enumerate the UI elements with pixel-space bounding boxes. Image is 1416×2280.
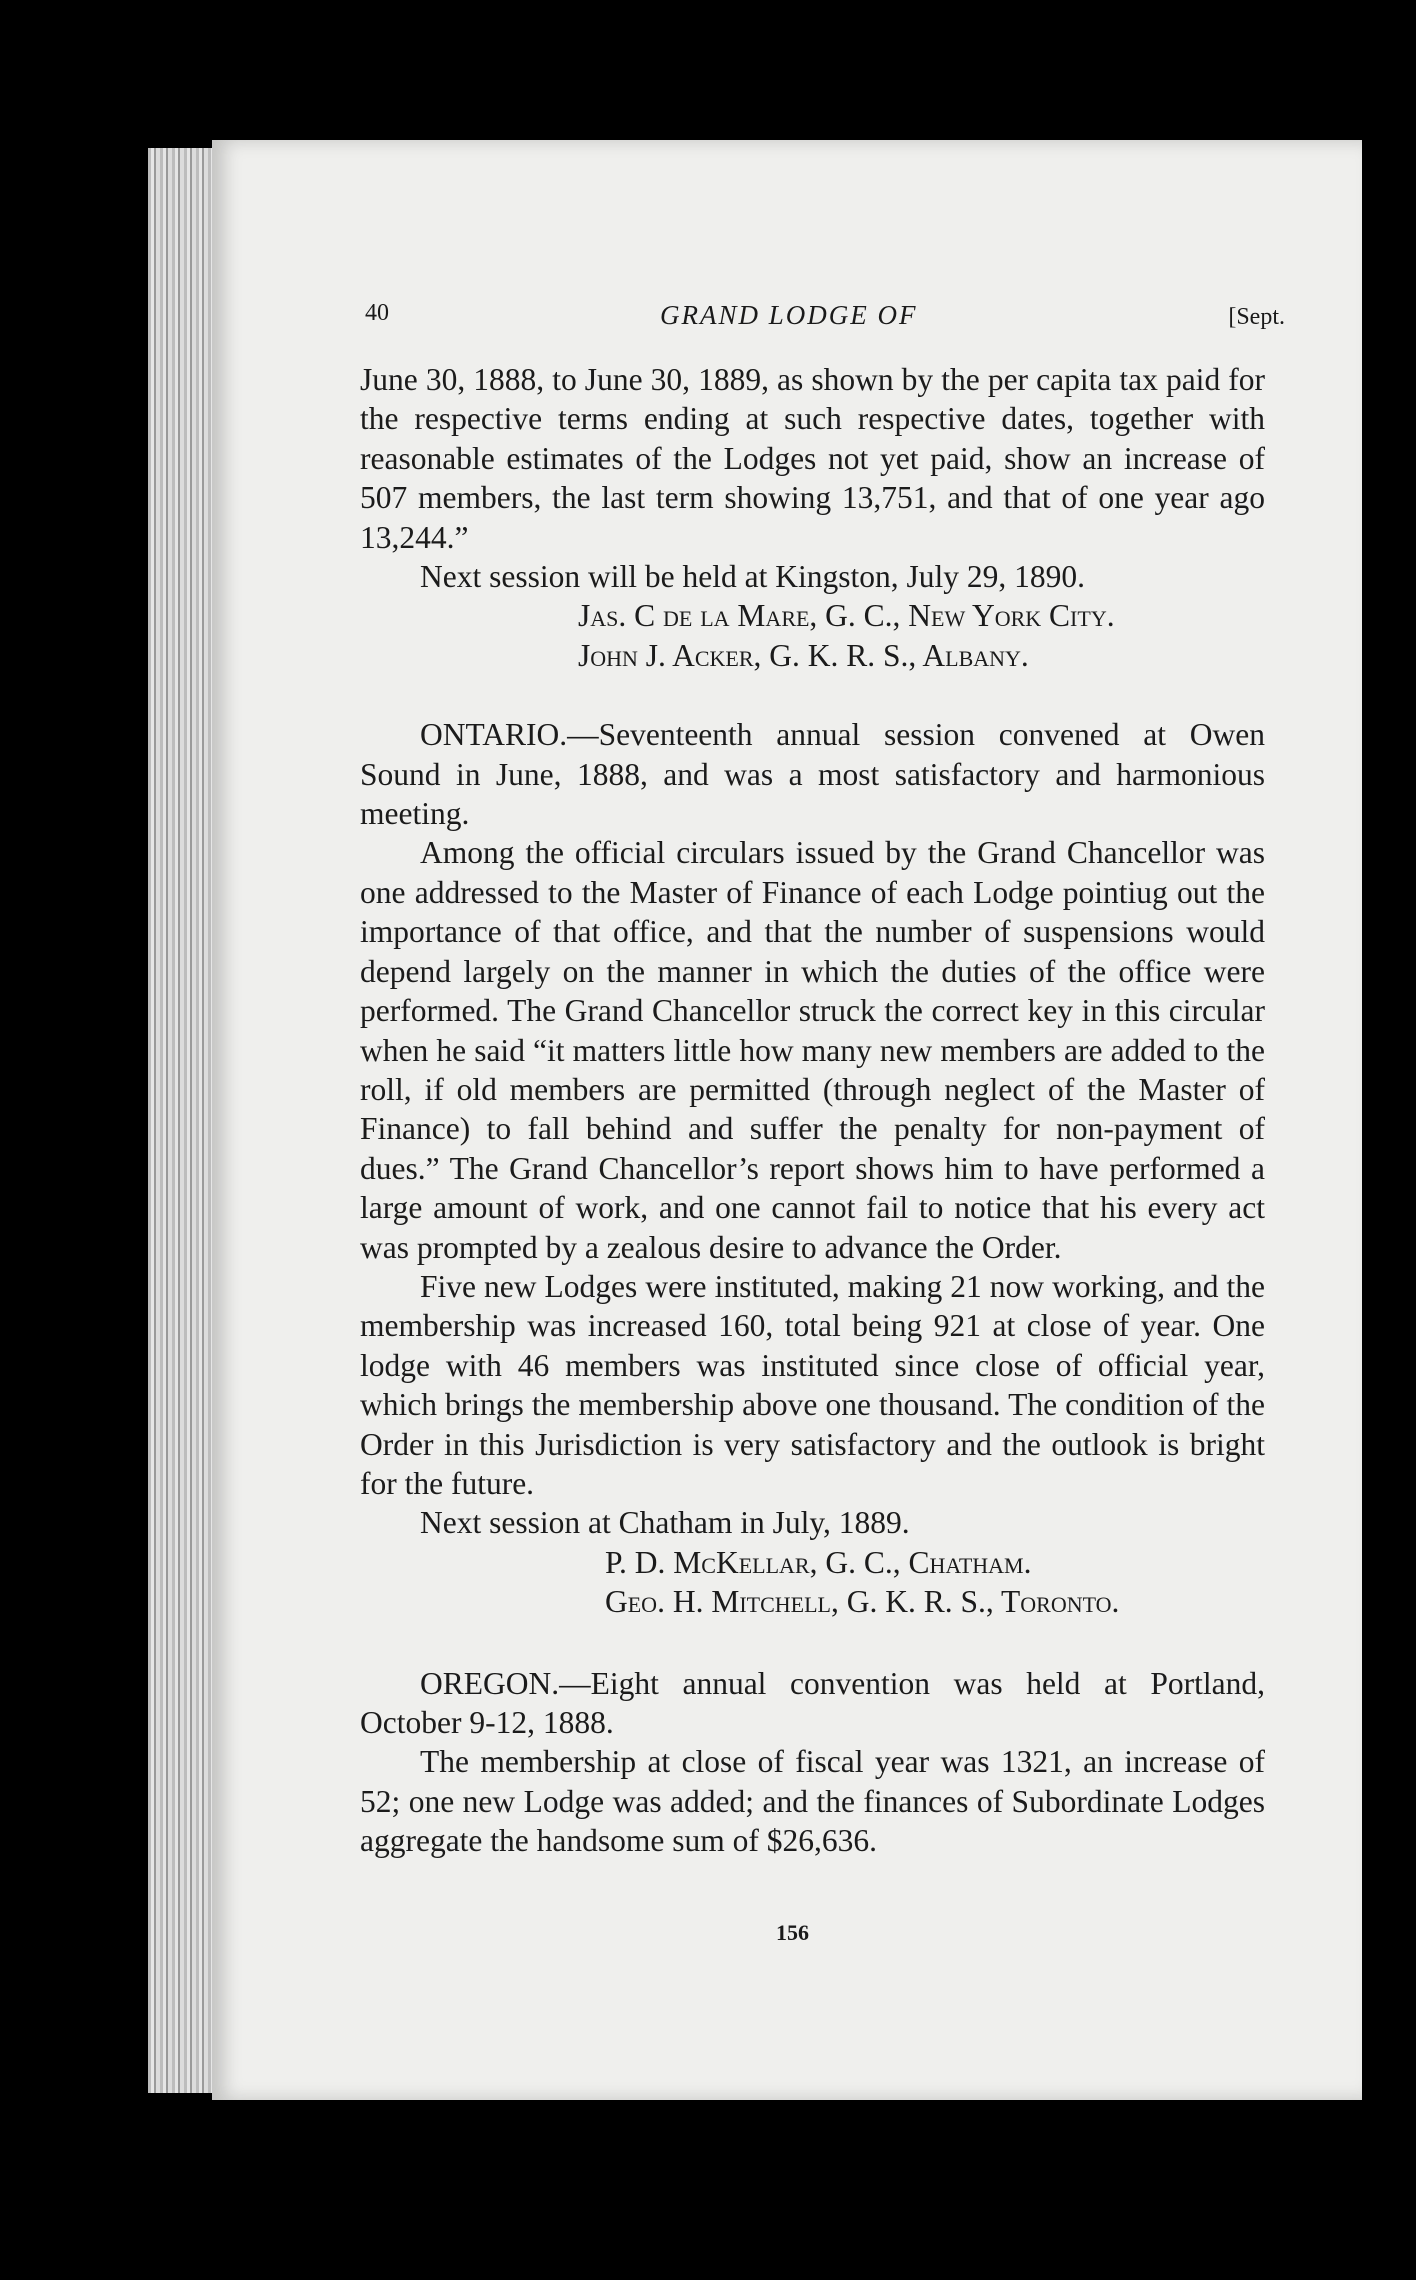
folio-number: 40 [365, 300, 389, 326]
paragraph-ontario-circulars: Among the official circulars issued by the Grand Chancellor was one addressed to the Master of Finance of each Lodge pointiug out the importance of that office, and that the number of suspensions would depend largely on the manner in which the duties of the office were performed. The Grand Chancellor struck the correct key in this circular when he said “it matters little how many new members are added to the roll, if old members are permitted (through neglect of the Master of Finance) to fall behind and suffer the penalty for non-payment of dues.” The Grand Chancellor’s report shows him to have performed a large amount of work, and one cannot fail to notice that his every act was prompted by a zealous desire to advance the Order. [360, 835, 1265, 1265]
paragraph-next-session: Next session will be held at Kingston, July 29, 1890. [420, 559, 1085, 595]
signature-ontario-chancellor: P. D. McKellar, G. C., Chatham. [605, 1544, 1032, 1580]
page-header [365, 300, 1285, 340]
page-body [360, 360, 1265, 1861]
scan-border-right [1362, 0, 1416, 2280]
paragraph-ontario-heading: ONTARIO.—Seventeenth annual session convened at Owen Sound in June, 1888, and was a most satisfactory and harmonious meeting. [360, 717, 1265, 832]
signature-keeper-of-records: John J. Acker, G. K. R. S., Albany. [578, 637, 1029, 673]
scan-border-left [0, 0, 160, 2280]
paragraph-oregon-heading: OREGON.—Eight annual convention was held at Portland, October 9-12, 1888. [360, 1665, 1265, 1740]
book-page-edges [148, 148, 218, 2093]
paragraph-ontario-lodges: Five new Lodges were instituted, making 21 now working, and the membership was increased 160, total being 921 at close of year. One lodge with 46 members was instituted since close of official year, which brings the membership above one thousand. The condition of the Order in this Jurisdiction is very satisfactory and the outlook is bright for the future. [360, 1268, 1265, 1501]
running-head: GRAND LODGE OF [660, 300, 918, 330]
section-mark: [Sept. [1228, 304, 1285, 330]
paragraph-continuation: June 30, 1888, to June 30, 1889, as shown by the per capita tax paid for the respective terms ending at such respective dates, together with reasonable estimates of the Lodges not yet paid, show an increase of 507 members, the last term showing 13,751, and that of one year ago 13,244.” [360, 362, 1265, 555]
paragraph-ontario-next-session: Next session at Chatham in July, 1889. [420, 1505, 910, 1541]
signature-ontario-keeper: Geo. H. Mitchell, G. K. R. S., Toronto. [605, 1584, 1120, 1620]
signature-grand-chancellor: Jas. C de la Mare, G. C., New York City. [578, 598, 1115, 634]
paragraph-oregon-membership: The membership at close of fiscal year was 1321, an increase of 52; one new Lodge was added; and the finances of Subordinate Lodges aggregate the handsome sum of $26,636. [360, 1744, 1265, 1859]
footer-page-number: 156 [776, 1920, 809, 1945]
